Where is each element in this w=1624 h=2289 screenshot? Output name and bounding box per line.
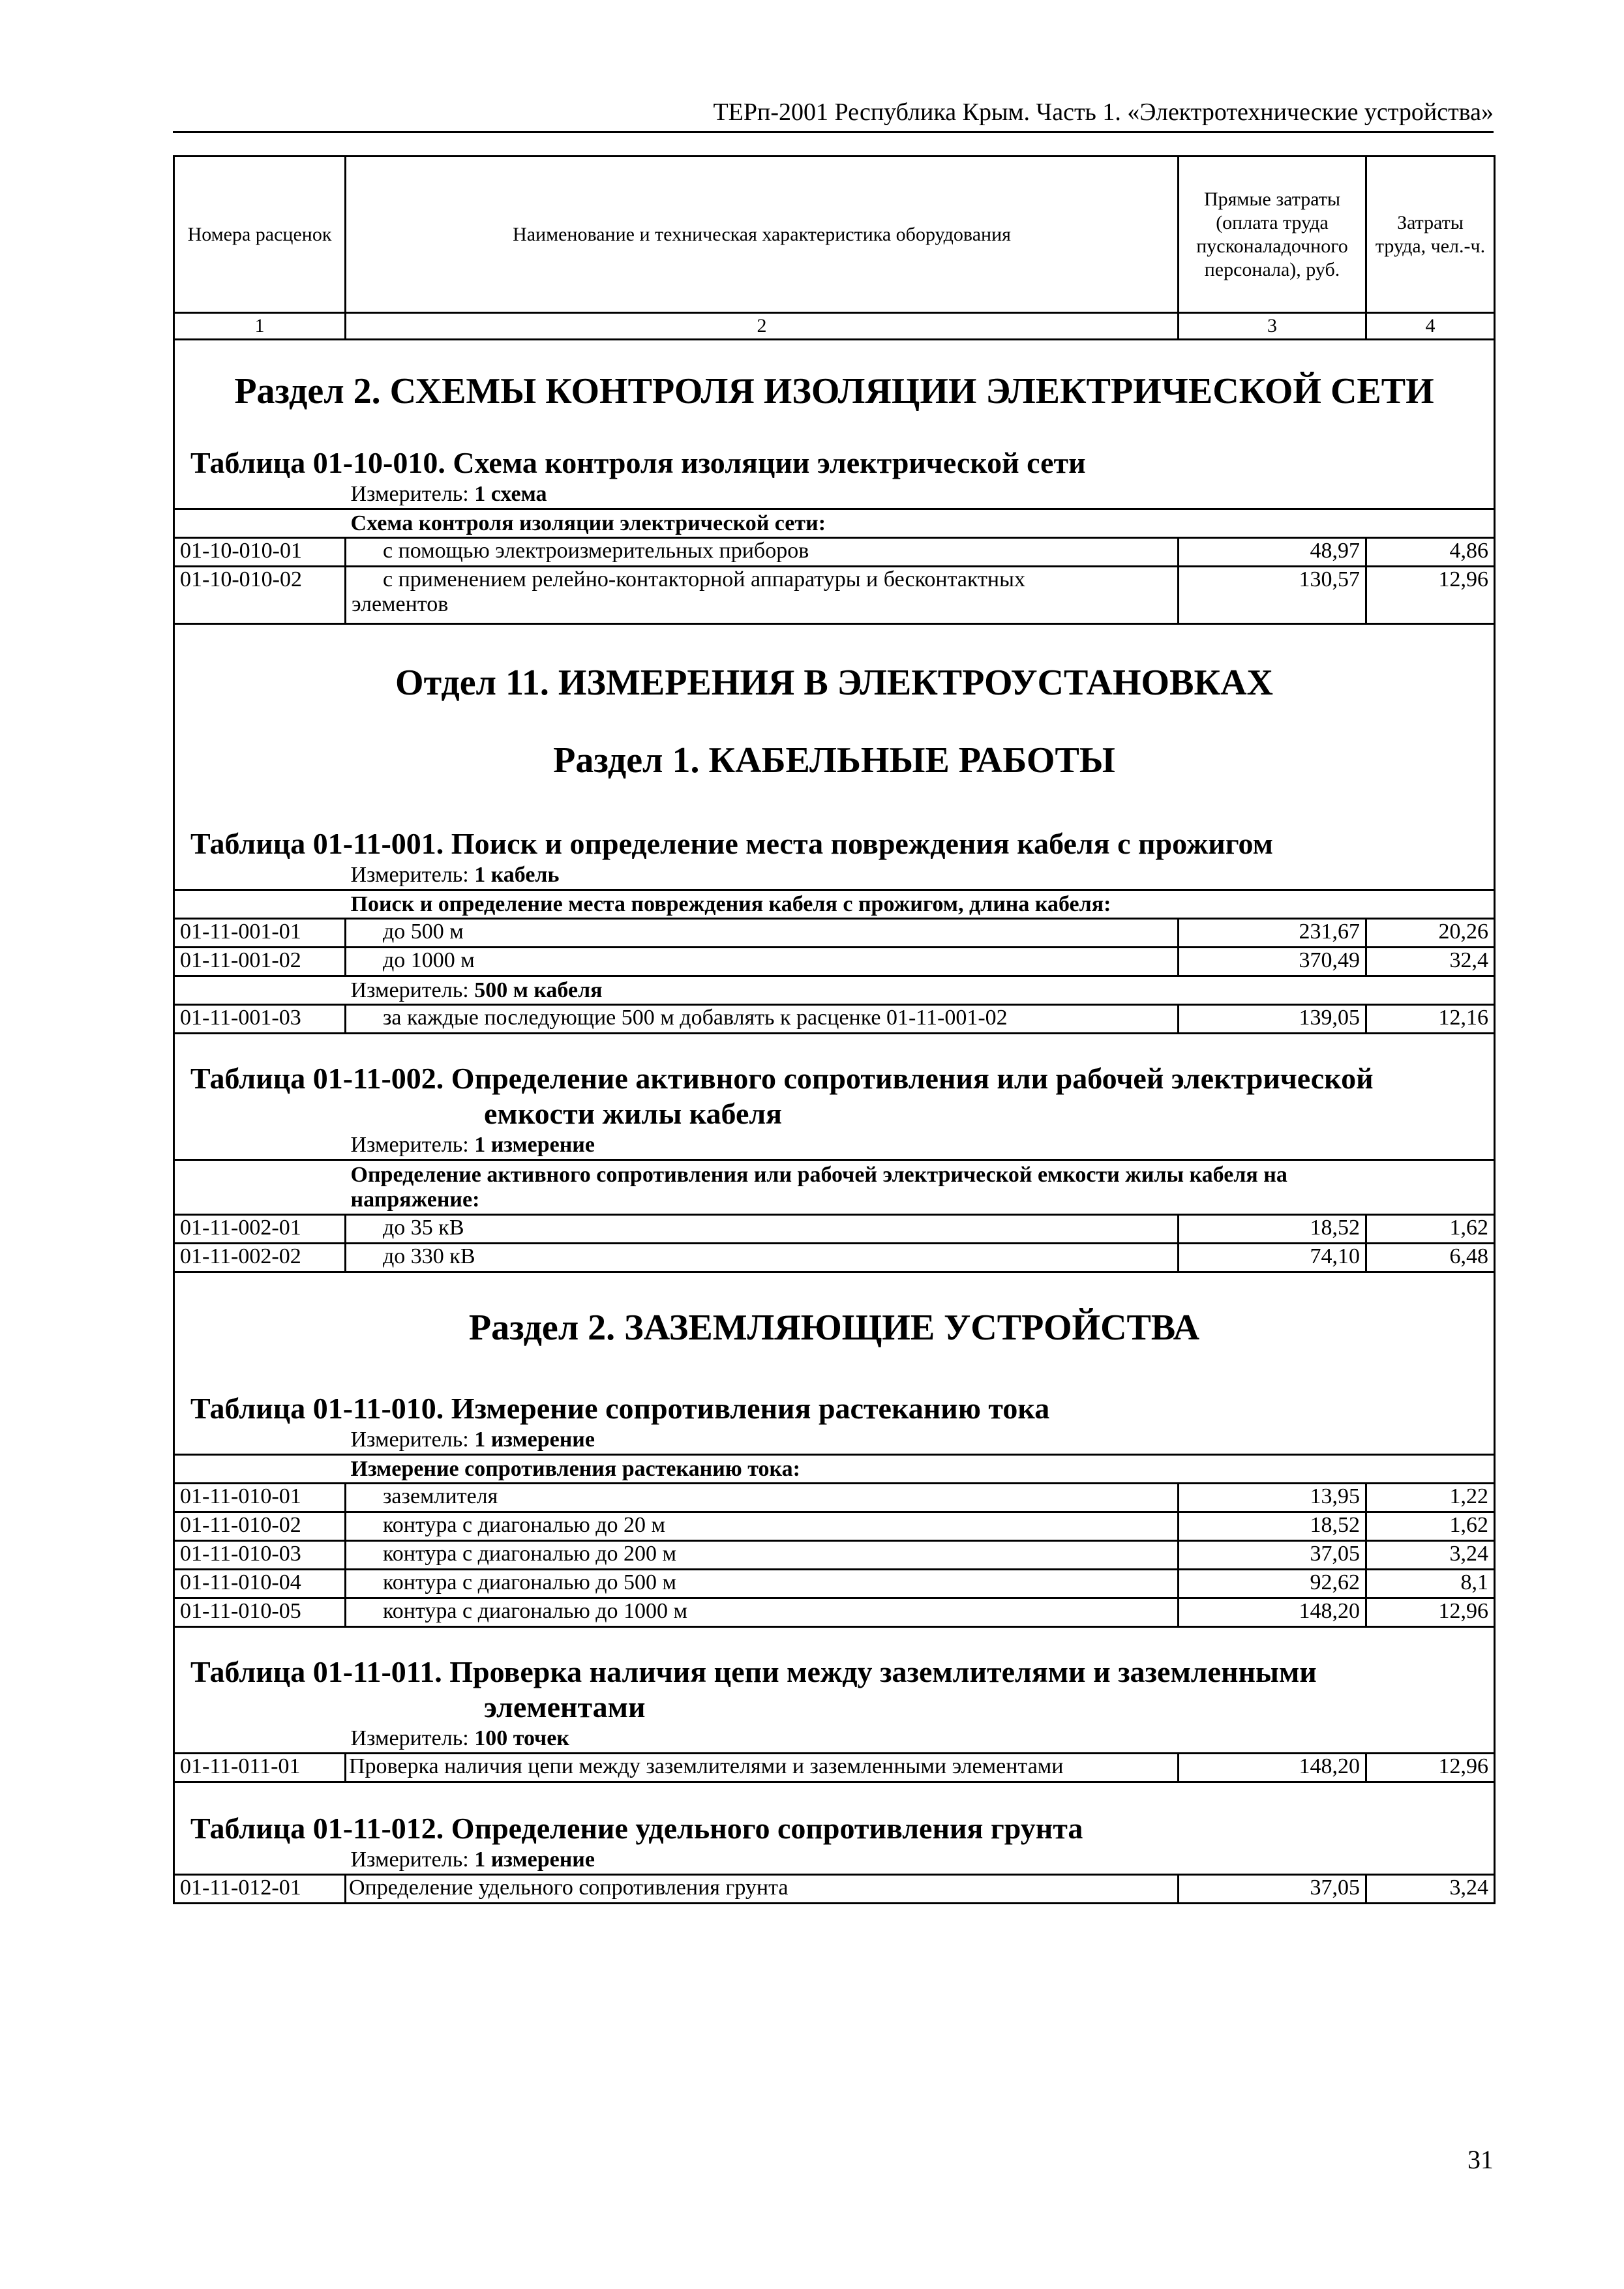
rate-code: 01-11-001-01 <box>174 919 346 948</box>
group-heading <box>346 1160 1495 1215</box>
rate-code: 01-10-010-02 <box>174 567 346 624</box>
rate-code: 01-11-001-02 <box>174 948 346 976</box>
column-header-row <box>174 157 1495 313</box>
rate-labor: 4,86 <box>1366 538 1495 567</box>
rate-code: 01-11-010-03 <box>174 1541 346 1570</box>
col-number-4: 4 <box>1366 313 1495 340</box>
table-title: Таблица 01-11-001. Поиск и определение места повреждения кабеля с прожигом <box>174 799 1495 861</box>
rate-labor: 3,24 <box>1366 1541 1495 1570</box>
table-row <box>174 1244 1495 1272</box>
rate-name: за каждые последующие 500 м добавлять к расценке 01-11-001-02 <box>346 1005 1179 1034</box>
rate-name: контура с диагональю до 20 м <box>346 1512 1179 1541</box>
rate-name <box>346 567 1179 624</box>
rate-code: 01-11-002-02 <box>174 1244 346 1272</box>
rate-cost: 37,05 <box>1179 1875 1366 1904</box>
section-title: Раздел 2. ЗАЗЕМЛЯЮЩИЕ УСТРОЙСТВА <box>174 1272 1495 1364</box>
rate-labor: 6,48 <box>1366 1244 1495 1272</box>
rate-code: 01-11-002-01 <box>174 1215 346 1244</box>
table-row <box>174 1512 1495 1541</box>
col-header-direct-costs: Прямые затраты (оплата труда пусконаладочного персонала), руб. <box>1179 157 1366 313</box>
header-rule <box>173 131 1494 133</box>
rate-code: 01-11-001-03 <box>174 1005 346 1034</box>
rate-cost: 148,20 <box>1179 1598 1366 1627</box>
rate-name-line-1: с применением релейно-контакторной аппаратуры и бесконтактных <box>383 567 1025 591</box>
rate-code: 01-11-011-01 <box>174 1754 346 1782</box>
measure-label: Измеритель: <box>350 862 469 887</box>
measure-value: 1 измерение <box>474 1847 595 1872</box>
group-heading: Схема контроля изоляции электрической сети: <box>346 509 1495 538</box>
table-title <box>174 1627 1495 1725</box>
rate-name: контура с диагональю до 500 м <box>346 1570 1179 1598</box>
rate-name: до 1000 м <box>346 948 1179 976</box>
measure-value: 100 точек <box>474 1726 569 1750</box>
rate-name: контура с диагональю до 1000 м <box>346 1598 1179 1627</box>
measure-value: 1 схема <box>474 481 547 506</box>
table-row <box>174 1541 1495 1570</box>
rate-labor: 12,96 <box>1366 567 1495 624</box>
rate-cost: 231,67 <box>1179 919 1366 948</box>
table-title-line-1: Таблица 01-11-011. Проверка наличия цепи между заземлителями и заземленными <box>190 1654 1317 1688</box>
rate-code: 01-11-010-01 <box>174 1484 346 1512</box>
rate-name: заземлителя <box>346 1484 1179 1512</box>
rate-name: до 330 кВ <box>346 1244 1179 1272</box>
col-header-name: Наименование и техническая характеристика оборудования <box>346 157 1179 313</box>
col-number-2: 2 <box>346 313 1179 340</box>
rate-labor: 12,16 <box>1366 1005 1495 1034</box>
table-row <box>174 1484 1495 1512</box>
col-header-labor: Затраты труда, чел.-ч. <box>1366 157 1495 313</box>
section-title: Раздел 1. КАБЕЛЬНЫЕ РАБОТЫ <box>174 722 1495 799</box>
rate-cost: 18,52 <box>1179 1215 1366 1244</box>
measure-unit <box>346 976 1495 1005</box>
page-number: 31 <box>1467 2145 1494 2174</box>
measure-unit <box>346 861 1495 890</box>
measure-unit <box>346 1426 1495 1455</box>
rate-cost: 18,52 <box>1179 1512 1366 1541</box>
table-row <box>174 948 1495 976</box>
rate-cost: 139,05 <box>1179 1005 1366 1034</box>
rates-table <box>173 155 1496 1904</box>
rate-name: Определение удельного сопротивления грунта <box>346 1875 1179 1904</box>
table-title: Таблица 01-11-012. Определение удельного сопротивления грунта <box>174 1782 1495 1846</box>
rate-code: 01-11-010-04 <box>174 1570 346 1598</box>
measure-value: 500 м кабеля <box>474 978 603 1002</box>
table-title-line-2: элементами <box>484 1690 646 1724</box>
rate-cost: 92,62 <box>1179 1570 1366 1598</box>
col-header-codes: Номера расценок <box>174 157 346 313</box>
table-title: Таблица 01-10-010. Схема контроля изоляции электрической сети <box>174 430 1495 481</box>
rate-cost: 148,20 <box>1179 1754 1366 1782</box>
table-row <box>174 1215 1495 1244</box>
measure-label: Измеритель: <box>350 1427 469 1452</box>
rate-labor: 1,62 <box>1366 1215 1495 1244</box>
rate-code: 01-10-010-01 <box>174 538 346 567</box>
rate-name: до 35 кВ <box>346 1215 1179 1244</box>
rate-code: 01-11-012-01 <box>174 1875 346 1904</box>
measure-label: Измеритель: <box>350 1132 469 1157</box>
measure-label: Измеритель: <box>350 1847 469 1872</box>
group-heading: Измерение сопротивления растеканию тока: <box>346 1455 1495 1484</box>
rate-labor: 8,1 <box>1366 1570 1495 1598</box>
rate-cost: 74,10 <box>1179 1244 1366 1272</box>
section-title: Раздел 2. СХЕМЫ КОНТРОЛЯ ИЗОЛЯЦИИ ЭЛЕКТРИЧЕСКОЙ СЕТИ <box>174 340 1495 430</box>
rate-labor: 3,24 <box>1366 1875 1495 1904</box>
rate-code: 01-11-010-02 <box>174 1512 346 1541</box>
rate-cost: 13,95 <box>1179 1484 1366 1512</box>
table-row <box>174 1875 1495 1904</box>
table-title <box>174 1034 1495 1131</box>
table-row <box>174 1005 1495 1034</box>
measure-unit <box>346 1846 1495 1875</box>
table-title-line-1: Таблица 01-11-002. Определение активного сопротивления или рабочей электрической <box>190 1061 1374 1095</box>
table-row <box>174 1570 1495 1598</box>
measure-unit <box>346 1725 1495 1754</box>
rate-labor: 32,4 <box>1366 948 1495 976</box>
table-title: Таблица 01-11-010. Измерение сопротивления растеканию тока <box>174 1364 1495 1426</box>
department-title: Отдел 11. ИЗМЕРЕНИЯ В ЭЛЕКТРОУСТАНОВКАХ <box>174 624 1495 722</box>
rate-cost: 48,97 <box>1179 538 1366 567</box>
col-number-3: 3 <box>1179 313 1366 340</box>
rate-cost: 130,57 <box>1179 567 1366 624</box>
measure-label: Измеритель: <box>350 1726 469 1750</box>
rate-name: Проверка наличия цепи между заземлителями и заземленными элементами <box>346 1754 1179 1782</box>
column-number-row <box>174 313 1495 340</box>
rate-cost: 370,49 <box>1179 948 1366 976</box>
rate-labor: 12,96 <box>1366 1754 1495 1782</box>
rate-name: контура с диагональю до 200 м <box>346 1541 1179 1570</box>
measure-value: 1 измерение <box>474 1427 595 1452</box>
rate-name-line-2: элементов <box>352 592 449 616</box>
running-header: ТЕРп-2001 Республика Крым. Часть 1. «Электротехнические устройства» <box>713 98 1494 126</box>
rate-labor: 20,26 <box>1366 919 1495 948</box>
table-row <box>174 1754 1495 1782</box>
table-row <box>174 919 1495 948</box>
table-row <box>174 538 1495 567</box>
table-row <box>174 567 1495 624</box>
measure-label: Измеритель: <box>350 481 469 506</box>
rate-code: 01-11-010-05 <box>174 1598 346 1627</box>
rate-labor: 12,96 <box>1366 1598 1495 1627</box>
measure-value: 1 кабель <box>474 862 560 887</box>
measure-unit <box>346 1131 1495 1160</box>
group-heading-line-1: Определение активного сопротивления или рабочей электрической емкости жилы кабеля на <box>350 1162 1287 1187</box>
group-heading: Поиск и определение места повреждения кабеля с прожигом, длина кабеля: <box>346 890 1495 919</box>
measure-unit <box>346 481 1495 509</box>
measure-label: Измеритель: <box>350 978 469 1002</box>
rate-labor: 1,22 <box>1366 1484 1495 1512</box>
measure-value: 1 измерение <box>474 1132 595 1157</box>
table-title-line-2: емкости жилы кабеля <box>484 1096 783 1130</box>
group-heading-line-2: напряжение: <box>350 1187 480 1212</box>
rate-name: до 500 м <box>346 919 1179 948</box>
rate-labor: 1,62 <box>1366 1512 1495 1541</box>
table-row <box>174 1598 1495 1627</box>
rate-name: с помощью электроизмерительных приборов <box>346 538 1179 567</box>
col-number-1: 1 <box>174 313 346 340</box>
rate-cost: 37,05 <box>1179 1541 1366 1570</box>
